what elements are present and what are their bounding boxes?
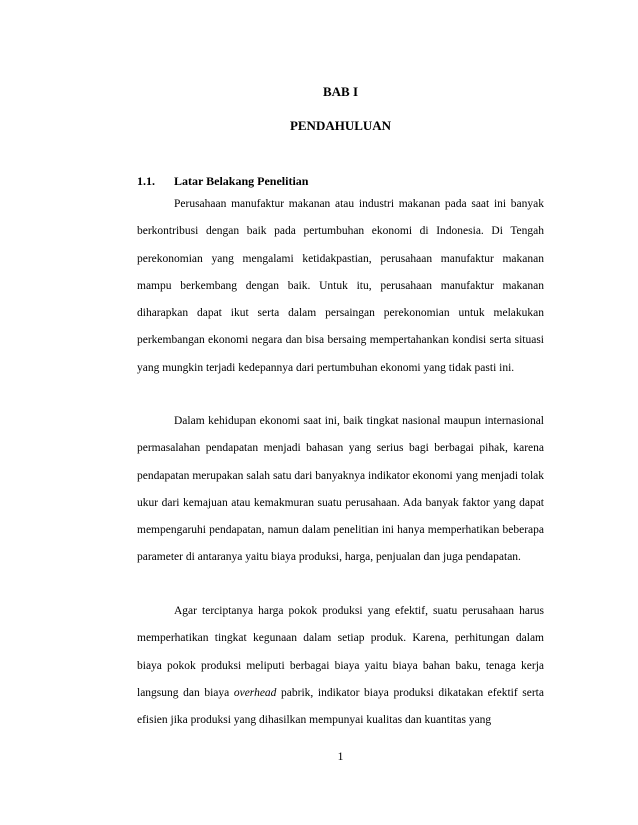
paragraph-1: Perusahaan manufaktur makanan atau industri makanan pada saat ini banyak berkontribusi dengan baik pada pertumbuhan ekonomi di Indonesia. Di Tengah perekonomian yang mengalami ketidakpastian, perusahaan manufaktur makanan mampu berkembang dengan baik. Untuk itu, perusahaan manufaktur makanan diharapkan dapat ikut serta dalam persaingan perekonomian untuk melakukan perkembangan ekonomi negara dan bisa bersaing mempertahankan kondisi serta situasi yang mungkin terjadi kedepannya dari pertumbuhan ekonomi yang tidak pasti ini. xyxy=(137,198,544,374)
paragraph-3-italic-term: overhead xyxy=(233,686,277,699)
section-number: 1.1. xyxy=(137,174,155,188)
paragraph-3 xyxy=(137,598,544,734)
section-heading xyxy=(137,171,308,191)
section-title: Latar Belakang Penelitian xyxy=(174,174,309,188)
chapter-number: BAB I xyxy=(322,84,359,99)
paragraph-3-text-before: Agar terciptanya harga pokok produksi yang efektif, suatu perusahaan harus memperhatikan tingkat kegunaan dalam setiap produk. Karena, perhitungan dalam biaya pokok produksi meliputi berbagai biaya yaitu biaya bahan baku, tenaga kerja langsung dan biaya xyxy=(137,605,544,699)
chapter-title: PENDAHULUAN xyxy=(289,118,392,133)
paragraph-3-text-after: pabrik, indikator biaya produksi dikatakan efektif serta efisien jika produksi yang dihasilkan mempunyai kualitas dan kuantitas yang xyxy=(137,686,544,727)
paragraph-2: Dalam kehidupan ekonomi saat ini, baik tingkat nasional maupun internasional permasalahan pendapatan menjadi bahasan yang serius bagi berbagai pihak, karena pendapatan merupakan salah satu dari banyaknya indikator ekonomi yang menjadi tolak ukur dari kemajuan atau kemakmuran suatu perusahaan. Ada banyak faktor yang dapat mempengaruhi pendapatan, namun dalam penelitian ini hanya memperhatikan beberapa parameter di antaranya yaitu biaya produksi, harga, penjualan dan juga pendapatan. xyxy=(137,415,544,564)
page-number: 1 xyxy=(337,749,344,763)
